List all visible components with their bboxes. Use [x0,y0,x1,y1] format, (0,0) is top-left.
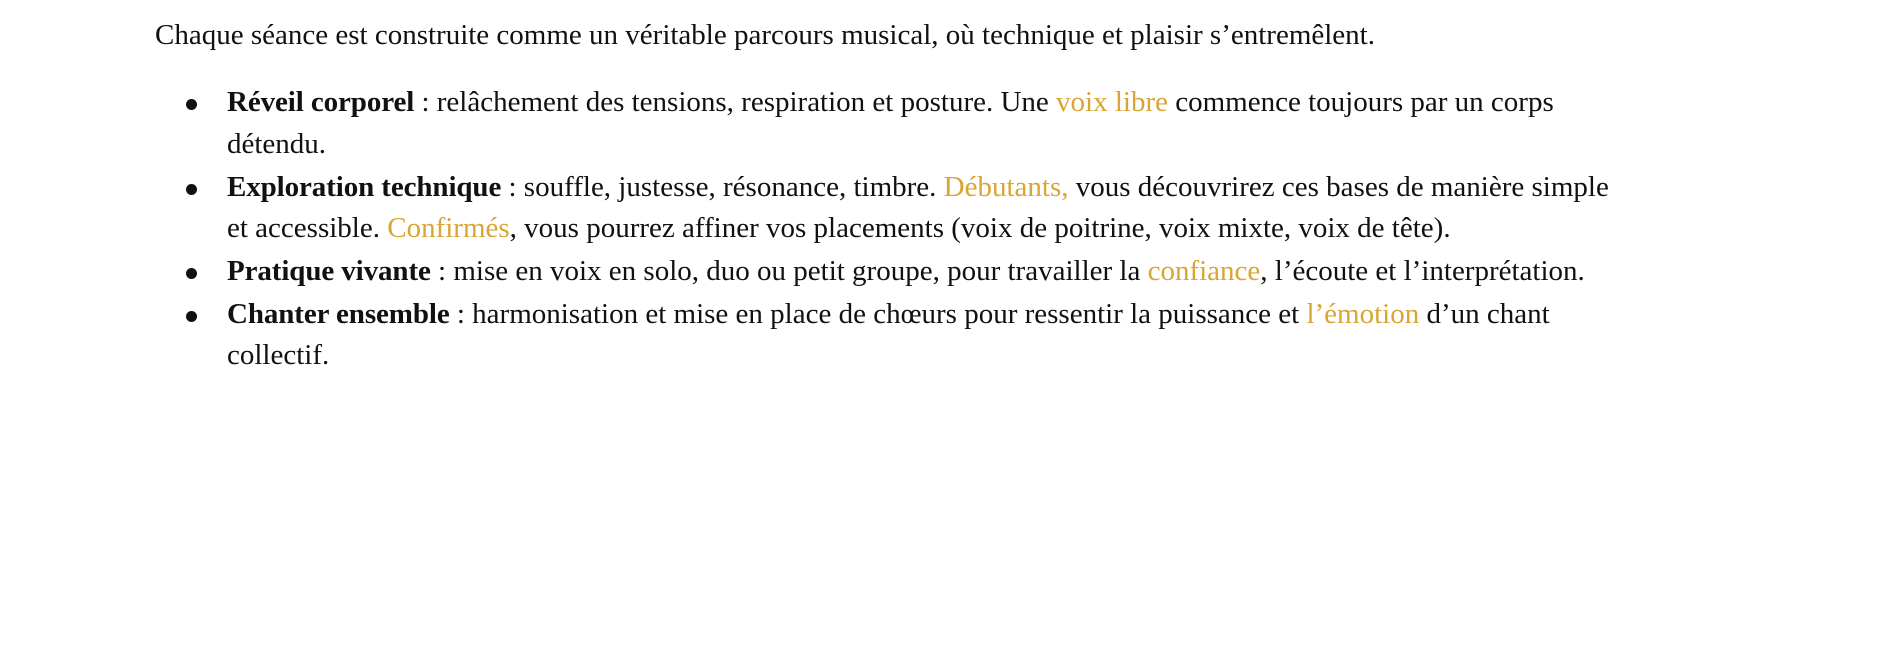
list-item-highlight-1: confiance [1147,255,1261,288]
list-item [155,82,1625,164]
list-item [155,251,1625,292]
list-item-lead: Exploration technique [227,170,502,203]
list-item-text-2: commence toujours par un corps détendu. [227,86,1554,160]
list-item-lead: Chanter ensemble [227,298,450,331]
list-item-lead: Réveil corporel [227,86,415,119]
list-item-text-1: : relâchement des tensions, respiration et posture. Une [414,86,1057,119]
list-item [155,167,1625,249]
list-item-highlight-2: Confirmés [387,211,510,244]
list-item-highlight-1: l’émotion [1306,298,1420,331]
list-item-lead: Pratique vivante [227,255,431,288]
feature-bullet-list [155,82,1625,376]
list-item-text-1: : souffle, justesse, résonance, timbre. [501,170,944,203]
list-item-text-3: , vous pourrez affiner vos placements (voix de poitrine, voix mixte, voix de tête). [509,211,1451,244]
list-item-text-2: vous découvrirez ces bases de manière simple et accessible. [227,170,1609,244]
list-item-highlight-1: Débutants, [943,170,1069,203]
list-item-text-2: d’un chant collectif. [227,298,1550,372]
list-item-text-2: , l’écoute et l’interprétation. [1260,255,1585,288]
list-item-highlight-1: voix libre [1056,86,1168,119]
list-item-text-1: : mise en voix en solo, duo ou petit groupe, pour travailler la [430,255,1148,288]
list-item-text-1: : harmonisation et mise en place de chœurs pour ressentir la puissance et [449,298,1307,331]
document-content [155,14,1625,377]
intro-paragraph: Chaque séance est construite comme un véritable parcours musical, où technique et plaisir s’entremêlent. [155,19,1375,51]
list-item [155,294,1625,376]
